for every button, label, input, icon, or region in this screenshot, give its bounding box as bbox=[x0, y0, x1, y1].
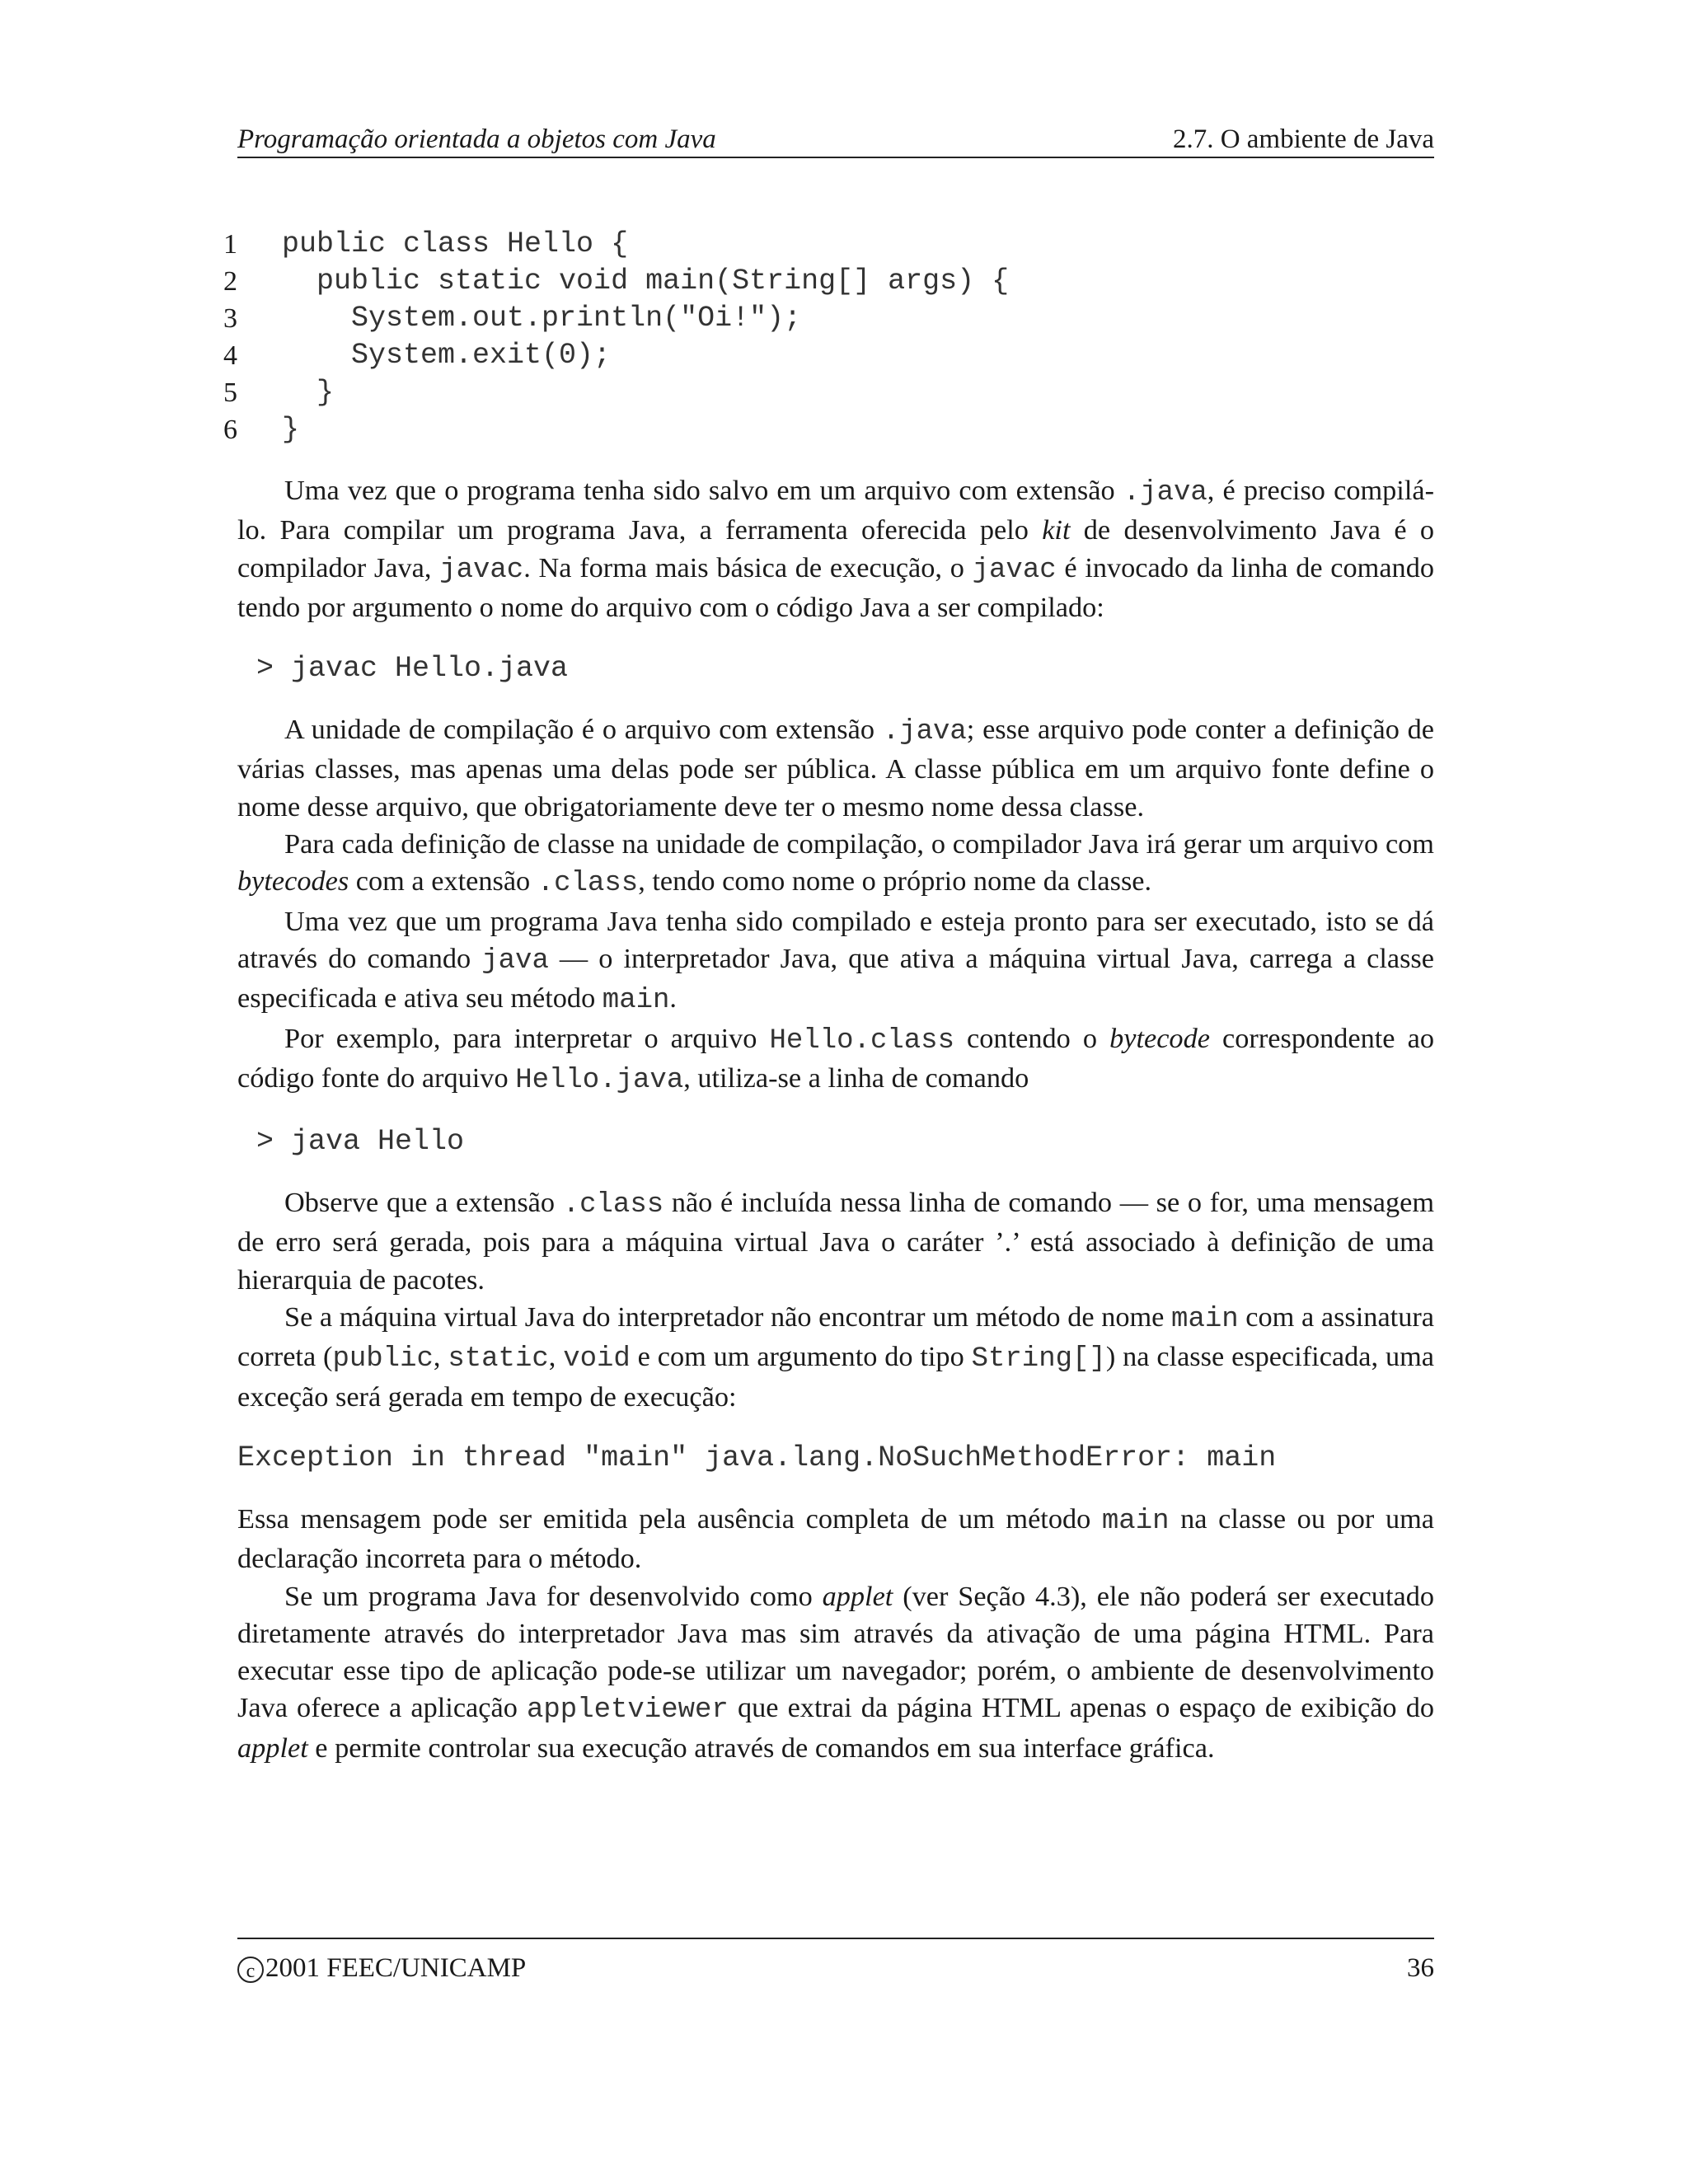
inline-code: main bbox=[602, 985, 670, 1017]
page-number: 36 bbox=[1407, 1953, 1434, 1983]
inline-code: void bbox=[563, 1343, 631, 1376]
italic-term: bytecode bbox=[1109, 1022, 1210, 1054]
code-line bbox=[216, 411, 1205, 448]
line-number: 5 bbox=[223, 377, 237, 408]
text-run: ; esse arquivo pode conter a definição de várias classes, mas apenas uma delas pode ser pública. A classe pública em um arquivo fonte define o nome desse arquivo, que obrigatoriamente deve ter o mesmo nome dessa classe. bbox=[237, 714, 1434, 823]
page-header bbox=[237, 122, 1434, 158]
text-run: ) na classe especificada, uma exceção será gerada em tempo de execução: bbox=[237, 1341, 1435, 1413]
command-javac: > javac Hello.java bbox=[256, 652, 569, 686]
line-number: 4 bbox=[223, 340, 237, 371]
line-number: 2 bbox=[223, 266, 237, 297]
inline-code: main bbox=[1101, 1505, 1170, 1537]
code-line bbox=[216, 374, 1205, 411]
line-number: 3 bbox=[223, 303, 237, 334]
code-listing bbox=[216, 226, 1205, 448]
inline-code: Hello.class bbox=[769, 1024, 954, 1057]
paragraph-example bbox=[237, 1020, 1434, 1100]
inline-code: javac bbox=[972, 554, 1057, 586]
text-run: e permite controlar sua execução através de comandos em sua interface gráfica. bbox=[307, 1732, 1215, 1764]
paragraph-compilation-unit bbox=[237, 711, 1434, 826]
body-text bbox=[237, 472, 1434, 1767]
text-run: Uma vez que o programa tenha sido salvo em um arquivo com extensão bbox=[284, 475, 1123, 506]
text-run: é invocado da linha de comando tendo por argumento o nome do arquivo com o código Java a ser compilado: bbox=[237, 551, 1435, 623]
italic-term: applet bbox=[822, 1580, 893, 1612]
inline-code: .class bbox=[537, 868, 639, 900]
footer-copyright bbox=[237, 1951, 526, 1985]
text-run: Se um programa Java for desenvolvido como bbox=[284, 1580, 823, 1612]
inline-code: .class bbox=[562, 1189, 664, 1221]
code-text: System.exit(0); bbox=[282, 339, 612, 372]
text-run: que extrai da página HTML apenas o espaço de exibição do bbox=[728, 1692, 1434, 1724]
text-run: Uma vez que um programa Java tenha sido compilado e esteja pronto para ser executado, isto se dá através do comando bbox=[237, 905, 1434, 974]
code-line bbox=[216, 300, 1205, 337]
text-run: , utiliza-se a linha de comando bbox=[683, 1062, 1029, 1094]
text-run: Observe que a extensão bbox=[284, 1187, 563, 1219]
page-footer bbox=[237, 1938, 1434, 1983]
code-line bbox=[216, 226, 1205, 263]
inline-code: static bbox=[448, 1343, 549, 1376]
code-text: public class Hello { bbox=[282, 227, 629, 260]
text-run: (ver Seção 4.3), ele não poderá ser executado diretamente através do interpretador Java mas sim através da ativação de uma página HTML. Para executar esse tipo de aplicação pode-se utilizar um navegador; porém, o ambiente de desenvolvimento Java oferece a aplicação bbox=[237, 1580, 1435, 1724]
code-text: System.out.println("Oi!"); bbox=[282, 302, 802, 335]
text-run: na classe ou por uma declaração incorreta para o método. bbox=[237, 1502, 1434, 1575]
line-number: 1 bbox=[223, 229, 237, 260]
paragraph-main-signature bbox=[237, 1299, 1434, 1416]
line-number: 6 bbox=[223, 415, 237, 445]
header-section-title: 2.7. O ambiente de Java bbox=[1172, 124, 1434, 154]
inline-code: .java bbox=[1123, 477, 1207, 509]
footer-copyright-text: 2001 FEEC/UNICAMP bbox=[265, 1953, 527, 1983]
text-run: , bbox=[548, 1341, 564, 1373]
italic-term: applet bbox=[237, 1732, 308, 1764]
code-text: } bbox=[282, 376, 335, 409]
inline-code: java bbox=[481, 944, 549, 977]
code-text: public static void main(String[] args) { bbox=[282, 265, 1010, 298]
code-line bbox=[216, 337, 1205, 374]
paragraph-bytecodes bbox=[237, 826, 1434, 903]
inline-code: javac bbox=[439, 554, 524, 586]
inline-code: Hello.java bbox=[515, 1064, 684, 1096]
text-run: Para cada definição de classe na unidade de compilação, o compilador Java irá gerar um arquivo com bbox=[284, 828, 1434, 860]
exception-message: Exception in thread "main" java.lang.NoSuchMethodError: main bbox=[237, 1441, 1277, 1474]
text-run: contendo o bbox=[954, 1022, 1110, 1054]
text-run: correspondente ao código fonte do arquivo bbox=[237, 1022, 1434, 1094]
inline-code: main bbox=[1171, 1304, 1239, 1336]
code-line bbox=[216, 263, 1205, 300]
text-run: , bbox=[433, 1341, 448, 1373]
text-run: de desenvolvimento Java é o compilador Java, bbox=[237, 514, 1434, 583]
inline-code: String[] bbox=[971, 1343, 1106, 1376]
text-run: . Na forma mais básica de execução, o bbox=[523, 551, 973, 583]
text-run: A unidade de compilação é o arquivo com extensão bbox=[284, 714, 883, 746]
text-run: com a assinatura correta ( bbox=[237, 1301, 1434, 1373]
header-book-title: Programação orientada a objetos com Java bbox=[237, 124, 716, 154]
text-run: e com um argumento do tipo bbox=[630, 1341, 972, 1373]
paragraph-applet bbox=[237, 1578, 1434, 1767]
command-java: > java Hello bbox=[256, 1125, 465, 1159]
text-run: Se a máquina virtual Java do interpretador não encontrar um método de nome bbox=[284, 1301, 1172, 1333]
inline-code: .java bbox=[882, 716, 967, 748]
text-run: não é incluída nessa linha de comando — se o for, uma mensagem de erro será gerada, pois para a máquina virtual Java o caráter ’.’ está associado à definição de uma hierarquia de pacotes. bbox=[237, 1187, 1434, 1296]
text-run: com a extensão bbox=[349, 865, 537, 898]
inline-code: appletviewer bbox=[526, 1694, 729, 1727]
italic-term: kit bbox=[1042, 514, 1071, 546]
paragraph-extension-note bbox=[237, 1184, 1434, 1299]
italic-term: bytecodes bbox=[237, 865, 349, 898]
copyright-icon: c bbox=[237, 1957, 264, 1983]
paragraph-compile-intro bbox=[237, 472, 1434, 626]
text-run: . bbox=[669, 982, 677, 1015]
paragraph-interpreter bbox=[237, 903, 1434, 1020]
text-run: Essa mensagem pode ser emitida pela ausência completa de um método bbox=[237, 1502, 1102, 1535]
text-run: Por exemplo, para interpretar o arquivo bbox=[284, 1022, 770, 1054]
text-run: — o interpretador Java, que ativa a máquina virtual Java, carrega a classe especificada e ativa seu método bbox=[237, 942, 1434, 1015]
paragraph-message-cause bbox=[237, 1501, 1434, 1578]
inline-code: public bbox=[332, 1343, 434, 1376]
code-text: } bbox=[282, 413, 300, 446]
text-run: , tendo como nome o próprio nome da classe. bbox=[638, 865, 1152, 898]
text-run: , é preciso compilá-lo. Para compilar um programa Java, a ferramenta oferecida pelo bbox=[237, 475, 1435, 546]
